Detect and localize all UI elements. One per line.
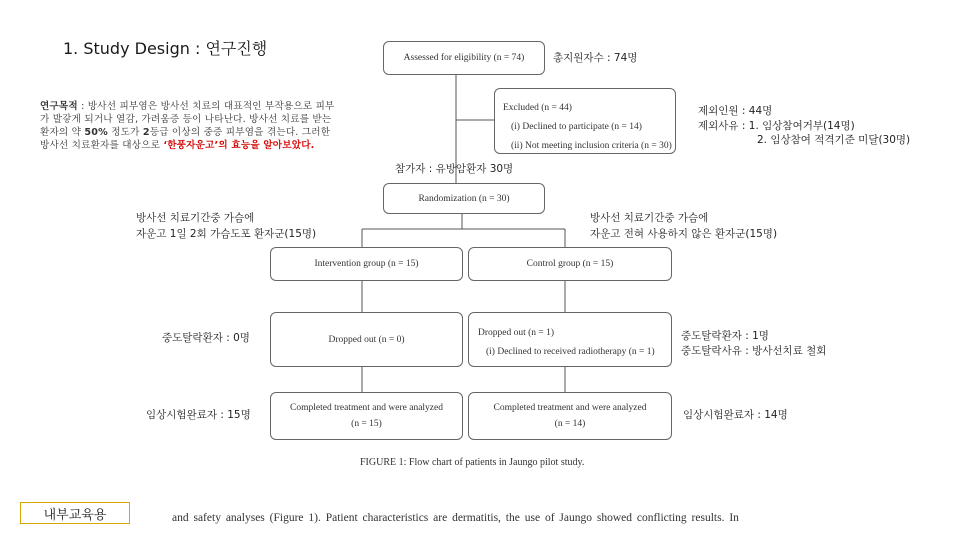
assessed-box: Assessed for eligibility (n = 74): [383, 41, 545, 75]
control-group-box: Control group (n = 15): [468, 247, 672, 281]
note-excluded-count: 제외인원 : 44명: [698, 105, 773, 117]
purpose-highlight: ‘한풍자운고’의 효능을 알아보았다.: [163, 140, 315, 151]
excluded-box: [494, 88, 676, 154]
note-right-group-2: 자운고 전혀 사용하지 않은 환자군(15명): [590, 228, 778, 240]
completed-left-line1: Completed treatment and were analyzed: [290, 403, 443, 413]
note-complete-right: 임상시험완료자 : 14명: [683, 409, 788, 421]
page-title: 1. Study Design : 연구진행: [63, 39, 268, 58]
completed-left-box: [270, 392, 463, 440]
note-total-applicants: 총지원자수 : 74명: [553, 52, 638, 64]
note-excluded-reason-1: 제외사유 : 1. 임상참여거부(14명): [698, 120, 855, 132]
purpose-text2: 정도가: [107, 127, 143, 138]
internal-use-label: 내부교육용: [20, 502, 130, 524]
note-dropout-left: 중도탈락환자 : 0명: [162, 332, 250, 344]
note-dropout-right-1: 중도탈락환자 : 1명: [681, 330, 769, 342]
dropped-right-box: [468, 312, 672, 367]
excluded-reason-2: (ii) Not meeting inclusion criteria (n = 30): [511, 141, 672, 151]
paper-text-snippet: and safety analyses (Figure 1). Patient characteristics are dermatitis, the use of Jaungo showed conflicting results. In: [172, 512, 739, 524]
note-right-group-1: 방사선 치료기간중 가슴에: [590, 212, 709, 224]
excluded-reason-1: (i) Declined to participate (n = 14): [511, 122, 642, 132]
excluded-title: Excluded (n = 44): [503, 103, 572, 113]
purpose-grade: 2: [142, 127, 150, 138]
note-excluded-reason-2: 2. 임상참여 적격기준 미달(30명): [757, 134, 911, 146]
note-complete-left: 임상시험완료자 : 15명: [146, 409, 251, 421]
note-participants: 참가자 : 유방암환자 30명: [395, 163, 514, 175]
note-dropout-right-2: 중도탈락사유 : 방사선치료 철회: [681, 345, 827, 357]
dropped-right-title: Dropped out (n = 1): [478, 328, 555, 338]
figure-caption: FIGURE 1: Flow chart of patients in Jaungo pilot study.: [360, 457, 585, 468]
purpose-text3: 등급 이상의 중증 피부염을 겪는다. 그러한 방사선 치료환자를 대상으로: [40, 127, 331, 151]
intervention-group-box: Intervention group (n = 15): [270, 247, 463, 281]
completed-right-line1: Completed treatment and were analyzed: [493, 403, 647, 413]
randomization-box: Randomization (n = 30): [383, 183, 545, 214]
dropped-right-reason: (i) Declined to received radiotherapy (n = 1): [486, 347, 655, 357]
completed-right-box: [468, 392, 672, 440]
note-left-group-1: 방사선 치료기간중 가슴에: [136, 212, 255, 224]
completed-right-line2: (n = 14): [554, 419, 586, 429]
purpose-text: : 방사선 피부염은 방사선 치료의 대표적인 부작용으로 피부가 발갛게 되거나 열감, 가려움증 등이 나타난다. 방사선 치료를 받는 환자의 약: [40, 101, 335, 138]
dropped-left-box: Dropped out (n = 0): [270, 312, 463, 367]
completed-left-line2: (n = 15): [351, 419, 382, 429]
purpose-label: 연구목적: [40, 101, 78, 112]
purpose-percent: 50%: [84, 127, 108, 138]
note-left-group-2: 자운고 1일 2회 가슴도포 환자군(15명): [136, 228, 317, 240]
